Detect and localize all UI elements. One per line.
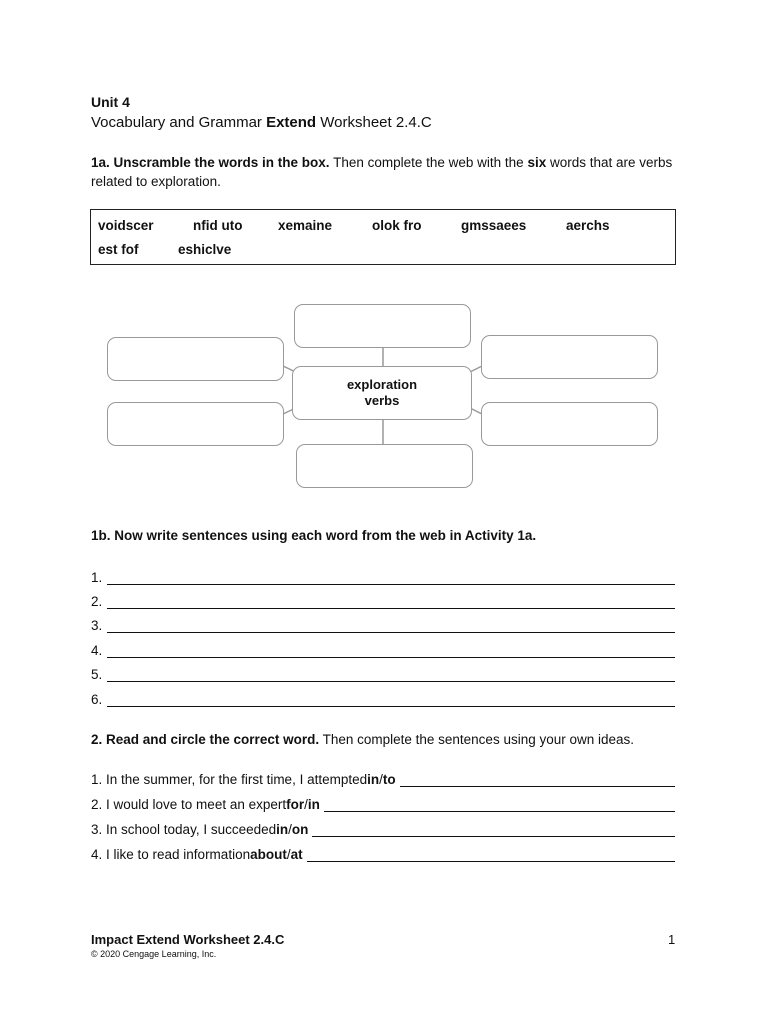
footer-title: Impact Extend Worksheet 2.4.C <box>91 932 285 947</box>
choice-option[interactable]: in <box>276 822 289 837</box>
activity-1a-text: Then complete the web with the <box>329 155 528 170</box>
answer-blank[interactable] <box>400 772 675 787</box>
sentence-text: 2. I would love to meet an expert <box>91 797 287 812</box>
answer-blank[interactable] <box>324 797 675 812</box>
subtitle-prefix: Vocabulary and Grammar <box>91 114 267 131</box>
sentence-line[interactable] <box>91 589 675 609</box>
scrambled-word: aerchs <box>566 218 610 233</box>
sentence-line[interactable] <box>91 687 675 707</box>
choice-option[interactable]: at <box>290 847 303 862</box>
sentence-line[interactable] <box>91 565 675 585</box>
answer-blank[interactable] <box>107 618 675 633</box>
answer-blank[interactable] <box>107 594 675 609</box>
answer-blank[interactable] <box>107 570 675 585</box>
line-number: 5. <box>91 667 103 682</box>
subtitle-suffix: Worksheet 2.4.C <box>316 114 432 131</box>
answer-blank[interactable] <box>307 847 675 862</box>
web-center-line2: verbs <box>364 393 400 408</box>
subtitle-bold: Extend <box>266 114 317 131</box>
web-center-line1: exploration <box>346 377 418 392</box>
scrambled-word: voidscer <box>98 218 154 233</box>
choice-separator: / <box>286 847 291 862</box>
scrambled-word: eshiclve <box>178 242 232 257</box>
sentence-line[interactable] <box>91 638 675 658</box>
web-blank-top[interactable] <box>294 304 471 348</box>
web-blank-lower-right[interactable] <box>481 402 658 446</box>
circle-sentence <box>91 767 675 787</box>
choice-option[interactable]: about <box>250 847 287 862</box>
choice-option[interactable]: in <box>307 797 320 812</box>
activity-1b-instruction: 1b. Now write sentences using each word from the web in Activity 1a. <box>91 528 537 543</box>
answer-blank[interactable] <box>107 692 675 707</box>
answer-blank[interactable] <box>107 667 675 682</box>
web-blank-lower-left[interactable] <box>107 402 284 446</box>
activity-1a-six: six <box>527 155 547 170</box>
circle-sentence <box>91 842 675 862</box>
choice-option[interactable]: on <box>291 822 309 837</box>
line-number: 2. <box>91 594 103 609</box>
line-number: 4. <box>91 643 103 658</box>
web-blank-upper-left[interactable] <box>107 337 284 381</box>
choice-separator: / <box>288 822 292 837</box>
line-number: 1. <box>91 570 103 585</box>
activity-2-text: Then complete the sentences using your own ideas. <box>319 732 635 747</box>
sentence-text: 3. In school today, I succeeded <box>91 822 277 837</box>
sentence-text: 4. I like to read information <box>91 847 251 862</box>
choice-option[interactable]: for <box>286 797 305 812</box>
line-number: 3. <box>91 618 103 633</box>
circle-sentence <box>91 792 675 812</box>
footer-copyright: © 2020 Cengage Learning, Inc. <box>91 949 217 959</box>
scrambled-word: est fof <box>98 242 139 257</box>
scrambled-word: nfid uto <box>193 218 243 233</box>
scrambled-word: xemaine <box>278 218 333 233</box>
activity-1a-text-2: words that are verbs related to exploration. <box>91 155 673 189</box>
scrambled-word-box <box>90 209 676 265</box>
answer-blank[interactable] <box>107 643 675 658</box>
line-number: 6. <box>91 692 103 707</box>
worksheet-subtitle <box>91 114 432 131</box>
activity-1a-instruction <box>91 153 691 191</box>
page-number: 1 <box>668 932 676 947</box>
answer-blank[interactable] <box>312 822 675 837</box>
activity-1a-bold: 1a. Unscramble the words in the box. <box>91 155 330 170</box>
web-center-node <box>292 366 472 420</box>
scrambled-word: gmssaees <box>461 218 527 233</box>
choice-separator: / <box>379 772 383 787</box>
scrambled-word: olok fro <box>372 218 422 233</box>
choice-option[interactable]: in <box>367 772 380 787</box>
web-blank-upper-right[interactable] <box>481 335 658 379</box>
unit-heading: Unit 4 <box>91 94 130 110</box>
activity-2-instruction <box>91 732 634 747</box>
sentence-line[interactable] <box>91 662 675 682</box>
circle-sentence <box>91 817 675 837</box>
choice-separator: / <box>304 797 308 812</box>
sentence-line[interactable] <box>91 613 675 633</box>
activity-2-bold: 2. Read and circle the correct word. <box>91 732 320 747</box>
sentence-text: 1. In the summer, for the first time, I attempted <box>91 772 368 787</box>
choice-option[interactable]: to <box>382 772 396 787</box>
web-blank-bottom[interactable] <box>296 444 473 488</box>
